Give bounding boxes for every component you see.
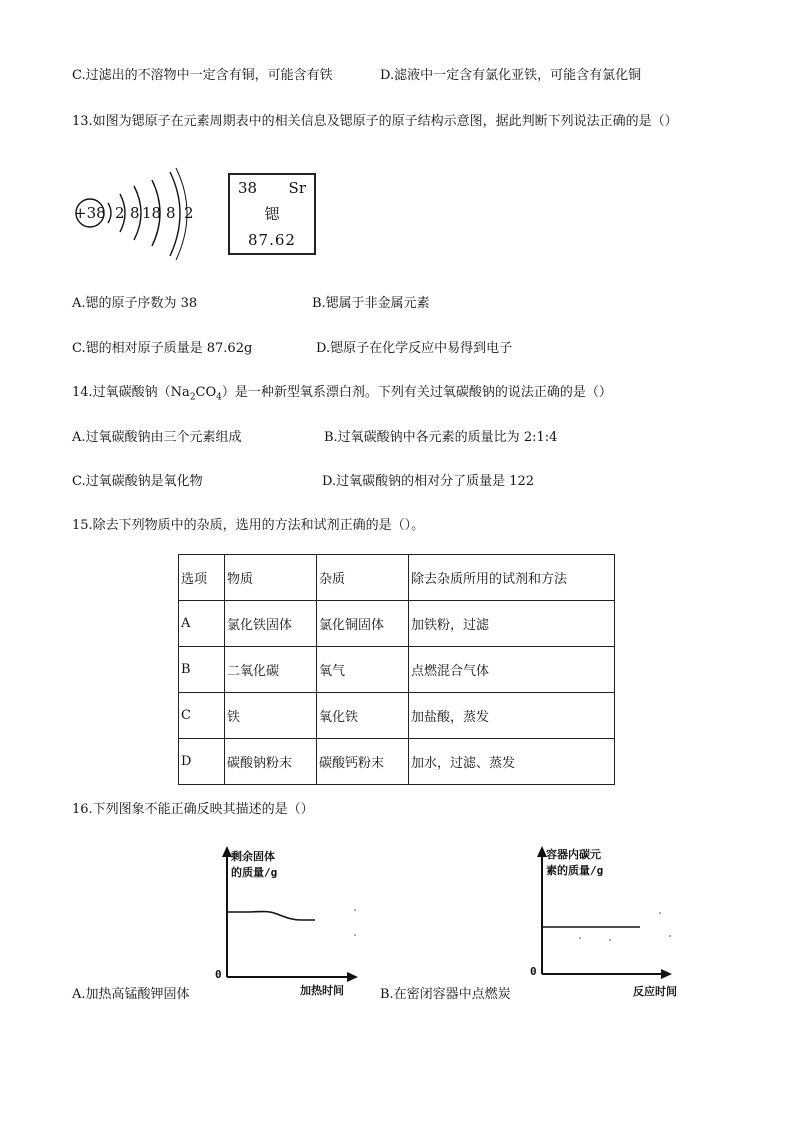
- table-row: [179, 601, 615, 647]
- cell-method: 加盐酸，蒸发: [409, 693, 615, 739]
- q13-stem: 13.如图为锶原子在元素周期表中的相关信息及锶原子的原子结构示意图，据此判断下列说法正确的是（）: [72, 114, 678, 129]
- graph-a: [205, 840, 360, 1000]
- cell-option: C: [179, 693, 225, 739]
- nucleus-charge: +38: [74, 204, 106, 222]
- atomic-structure-diagram: [70, 166, 210, 266]
- graph-a-ylabel-line1: 剩余固体: [231, 850, 275, 863]
- graph-a-ylabel-line2: 的质量/g: [231, 866, 278, 879]
- cell-impurity: 氧化铁: [317, 693, 409, 739]
- graph-a-caption: A.加热高锰酸钾固体: [72, 987, 190, 1002]
- q13-option-c: C.锶的相对原子质量是 87.62g: [72, 341, 253, 356]
- q14-subscript-2: 4: [216, 392, 222, 403]
- table-row: [179, 739, 615, 785]
- periodic-table-card: [228, 173, 316, 255]
- header-substance: 物质: [225, 555, 317, 601]
- cell-option: D: [179, 739, 225, 785]
- q13-option-d: D.锶原子在化学反应中易得到电子: [316, 341, 513, 356]
- cell-substance: 二氧化碳: [225, 647, 317, 693]
- q15-stem: 15.除去下列物质中的杂质，选用的方法和试剂正确的是（）。: [72, 518, 425, 533]
- q14-subscript-1: 2: [189, 392, 196, 403]
- cell-substance: 碳酸钠粉末: [225, 739, 317, 785]
- q14-option-d: D.过氧碳酸钠的相对分了质量是 122: [322, 474, 535, 489]
- q15-table: [178, 554, 615, 785]
- cell-option: A: [179, 601, 225, 647]
- atomic-number: 38: [238, 179, 258, 197]
- shell-4-electrons: 8: [166, 204, 176, 222]
- shell-1-electrons: 2: [115, 204, 125, 222]
- q14-option-a: A.过氧碳酸钠由三个元素组成: [72, 430, 242, 445]
- graph-b: [520, 838, 695, 998]
- graph-b-origin: 0: [530, 965, 537, 978]
- q14-stem-pre: 14.过氧碳酸钠（Na: [72, 385, 190, 400]
- table-row: [179, 693, 615, 739]
- q14-option-c: C.过氧碳酸钠是氧化物: [72, 474, 203, 489]
- q12-option-c: C.过滤出的不溶物中一定含有铜，可能含有铁: [72, 68, 333, 83]
- q14-option-b: B.过氧碳酸钠中各元素的质量比为 2:1:4: [324, 430, 558, 445]
- cell-method: 加铁粉，过滤: [409, 601, 615, 647]
- shell-3-electrons: 18: [142, 204, 162, 222]
- q13-option-b: B.锶属于非金属元素: [312, 296, 430, 311]
- shell-2-electrons: 8: [130, 204, 140, 222]
- q13-option-a: A.锶的原子序数为 38: [72, 296, 198, 311]
- cell-impurity: 氧气: [317, 647, 409, 693]
- cell-method: 点燃混合气体: [409, 647, 615, 693]
- q12-option-d: D.滤液中一定含有氯化亚铁，可能含有氯化铜: [380, 68, 642, 83]
- cell-method: 加水，过滤、蒸发: [409, 739, 615, 785]
- header-option: 选项: [179, 555, 225, 601]
- graph-a-axes: [205, 840, 360, 1000]
- header-method: 除去杂质所用的试剂和方法: [409, 555, 615, 601]
- cell-substance: 氯化铁固体: [225, 601, 317, 647]
- atomic-mass: 87.62: [248, 231, 296, 249]
- cell-impurity: 碳酸钙粉末: [317, 739, 409, 785]
- table-header-row: [179, 555, 615, 601]
- q14-stem: [72, 384, 612, 407]
- element-name: 锶: [264, 205, 280, 223]
- q14-stem-post: ）是一种新型氧系漂白剂。下列有关过氧碳酸钠的说法正确的是（）: [221, 385, 612, 400]
- q16-stem: 16.下列图象不能正确反映其描述的是（）: [72, 802, 314, 817]
- cell-impurity: 氯化铜固体: [317, 601, 409, 647]
- graph-a-xlabel: 加热时间: [300, 984, 344, 997]
- shell-5-electrons: 2: [184, 204, 194, 222]
- q14-stem-mid: CO: [195, 385, 217, 400]
- element-symbol: Sr: [288, 179, 306, 197]
- cell-substance: 铁: [225, 693, 317, 739]
- header-impurity: 杂质: [317, 555, 409, 601]
- graph-b-ylabel-line2: 素的质量/g: [546, 864, 604, 877]
- cell-option: B: [179, 647, 225, 693]
- graph-b-ylabel-line1: 容器内碳元: [546, 848, 601, 861]
- graph-b-xlabel: 反应时间: [633, 985, 677, 998]
- graph-a-origin: 0: [215, 968, 222, 981]
- table-row: [179, 647, 615, 693]
- graph-b-caption: B.在密闭容器中点燃炭: [380, 987, 511, 1002]
